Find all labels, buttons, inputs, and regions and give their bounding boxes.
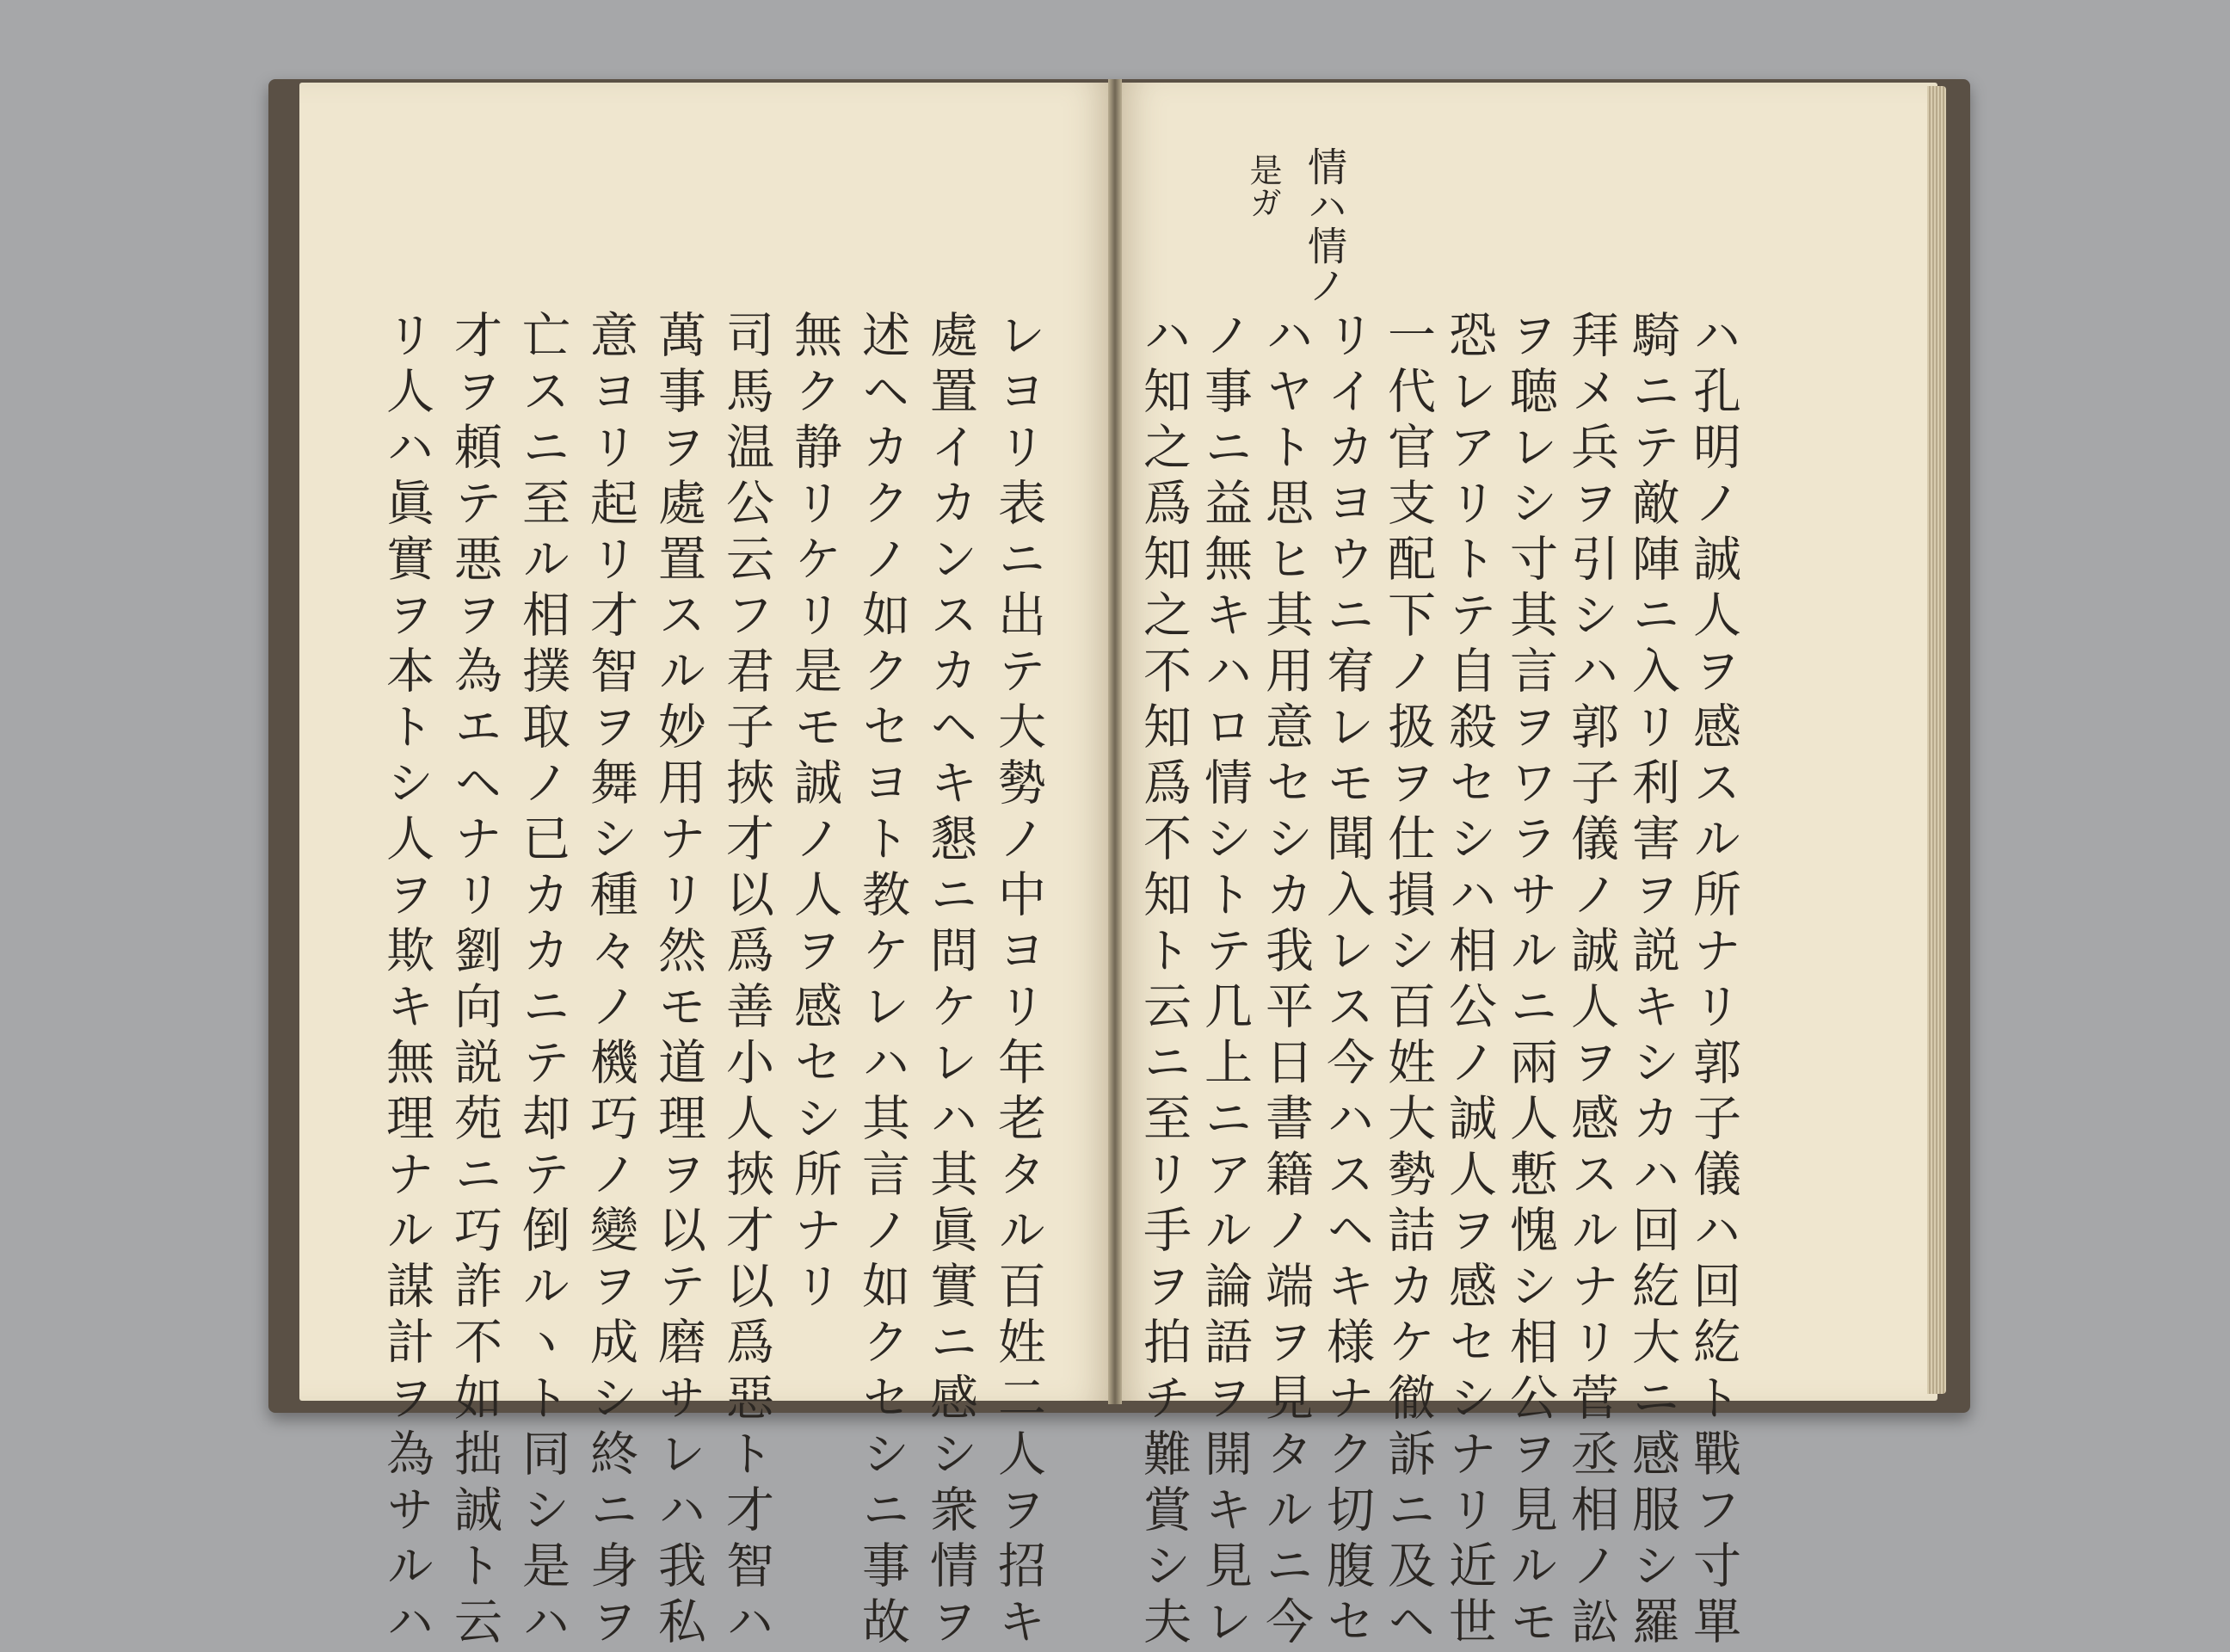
text-column: 述ヘカクノ如クセヨト教ケレハ其言ノ如クセシニ事故	[854, 310, 910, 1652]
text-column: 恐レアリトテ自殺セシハ相公ノ誠人ヲ感セシナリ近世	[1441, 310, 1497, 1652]
text-column: リ人ハ眞實ヲ本トシ人ヲ欺キ無理ナル謀計ヲ為サルハ	[379, 310, 434, 1652]
text-column: ハヤト思ヒ其用意セシカ我平日書籍ノ端ヲ見タルニ今	[1258, 310, 1314, 1652]
text-column: リイカヨウニ宥レモ聞入レス今ハスヘキ様ナク切腹セ	[1319, 310, 1375, 1652]
text-column: ハ知之爲知之不知爲不知ト云ニ至リ手ヲ拍チ難賞シ夫	[1136, 310, 1192, 1652]
text-column: 一代官支配下ノ扱ヲ仕損シ百姓大勢詰カケ徹訴ニ及ヘ	[1380, 310, 1436, 1652]
book-gutter	[1108, 79, 1122, 1404]
text-column: レヨリ表ニ出テ大勢ノ中ヨリ年老タル百姓二人ヲ招キ	[990, 310, 1046, 1652]
text-column: ハ孔明ノ誠人ヲ感スル所ナリ郭子儀ハ回紇ト戰フ寸單	[1685, 310, 1741, 1652]
text-column: 萬事ヲ處置スル妙用ナリ然モ道理ヲ以テ磨サレハ我私	[650, 310, 706, 1652]
text-column: ノ事ニ益無キハロ情シトテ几上ニアル論語ヲ開キ見レ	[1197, 310, 1253, 1652]
page-edges	[1927, 86, 1946, 1394]
margin-annotation-small: 是ガ	[1244, 153, 1282, 219]
text-column: 拜メ兵ヲ引シハ郭子儀ノ誠人ヲ感スルナリ菅丞相ノ訟	[1563, 310, 1619, 1652]
text-column: 意ヨリ起リ才智ヲ舞シ種々ノ機巧ノ變ヲ成シ終ニ身ヲ	[582, 310, 638, 1652]
text-column: ヲ聴レシ寸其言ヲワラサルニ兩人慙愧シ相公ヲ見ルモ	[1502, 310, 1558, 1652]
text-column: 無ク静リケリ是モ誠ノ人ヲ感セシ所ナリ	[786, 310, 842, 1316]
text-column: 騎ニテ敵陣ニ入リ利害ヲ説キシカハ回紇大ニ感服シ羅	[1624, 310, 1680, 1652]
text-column: 司馬温公云フ君子挾才以爲善小人挾才以爲惡ト才智ハ	[718, 310, 774, 1652]
text-column: 才ヲ頼テ悪ヲ為エヘナリ劉向説苑ニ巧詐不如拙誠ト云	[447, 310, 502, 1652]
text-column: 處置イカンスカヘキ懇ニ問ケレハ其眞實ニ感シ衆情ヲ	[922, 310, 978, 1652]
margin-annotation: 情ハ情ノ	[1302, 146, 1348, 305]
text-column: 亡スニ至ル相撲取ノ已カカニテ却テ倒ルヽト同シ是ハ	[514, 310, 570, 1652]
